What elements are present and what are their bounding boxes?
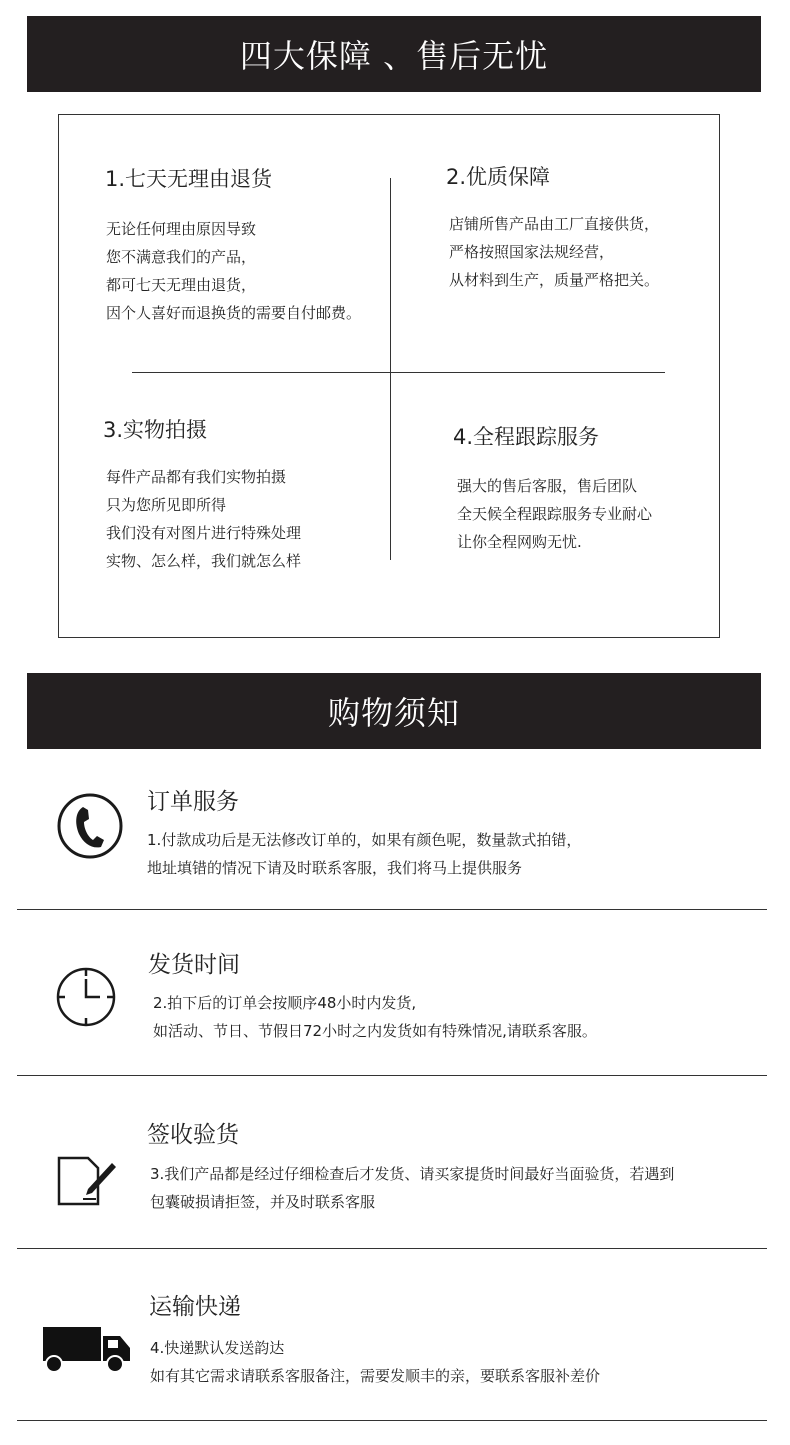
notice-item-title: 运输快递 (149, 1294, 241, 1320)
section-divider (17, 909, 767, 910)
text-line: 无论任何理由原因导致 (106, 220, 257, 238)
guarantee-item-title: 2.优质保障 (446, 165, 551, 189)
text-line: 包囊破损请拒签，并及时联系客服 (150, 1193, 376, 1211)
text-line: 地址填错的情况下请及时联系客服，我们将马上提供服务 (147, 859, 523, 877)
notice-item-text (147, 826, 581, 882)
text-line: 如有其它需求请联系客服备注，需要发顺丰的亲，要联系客服补差价 (150, 1367, 601, 1385)
guarantee-item-title: 4.全程跟踪服务 (453, 425, 600, 449)
text-line: 都可七天无理由退货， (106, 276, 257, 294)
text-line: 让你全程网购无忧. (457, 533, 582, 551)
phone-icon (56, 792, 124, 860)
text-line: 店铺所售产品由工厂直接供货， (449, 215, 660, 233)
guarantee-item-text (449, 210, 659, 294)
guarantee-horizontal-divider (132, 372, 665, 373)
truck-icon (42, 1326, 132, 1374)
section-divider (17, 1248, 767, 1249)
text-line: 严格按照国家法规经营， (449, 243, 615, 261)
guarantee-item-title: 1.七天无理由退货 (105, 167, 273, 191)
guarantee-banner (27, 16, 761, 92)
text-line: 4.快递默认发送韵达 (150, 1339, 285, 1357)
text-line: 从材料到生产，质量严格把关。 (449, 271, 660, 289)
guarantee-vertical-divider (390, 178, 391, 560)
guarantee-item-title: 3.实物拍摄 (103, 418, 208, 442)
text-line: 实物、怎么样，我们就怎么样 (106, 552, 302, 570)
section-divider (17, 1420, 767, 1421)
text-line: 如活动、节日、节假日72小时之内发货如有特殊情况,请联系客服。 (153, 1022, 597, 1040)
notice-item-text (153, 989, 597, 1045)
notice-item-title: 发货时间 (148, 952, 240, 978)
notice-item-text (150, 1160, 674, 1216)
document-edit-icon (56, 1155, 118, 1207)
notice-banner (27, 673, 761, 749)
notice-item-text (150, 1334, 600, 1390)
text-line: 3.我们产品都是经过仔细检查后才发货、请买家提货时间最好当面验货，若遇到 (150, 1165, 675, 1183)
text-line: 只为您所见即所得 (106, 496, 227, 514)
guarantee-item-text (106, 463, 301, 575)
text-line: 每件产品都有我们实物拍摄 (106, 468, 287, 486)
text-line: 全天候全程跟踪服务专业耐心 (457, 505, 653, 523)
section-divider (17, 1075, 767, 1076)
text-line: 强大的售后客服，售后团队 (457, 477, 638, 495)
text-line: 1.付款成功后是无法修改订单的，如果有颜色呢，数量款式拍错， (147, 831, 582, 849)
notice-item-title: 订单服务 (147, 789, 239, 815)
text-line: 因个人喜好而退换货的需要自付邮费。 (106, 304, 362, 322)
text-line: 您不满意我们的产品， (106, 248, 257, 266)
notice-banner-title: 购物须知 (327, 694, 460, 732)
guarantee-item-text (106, 215, 361, 327)
clock-icon (55, 966, 117, 1028)
text-line: 2.拍下后的订单会按顺序48小时内发货, (153, 994, 417, 1012)
notice-item-title: 签收验货 (147, 1122, 239, 1148)
guarantee-banner-title: 四大保障 、售后无忧 (239, 37, 549, 75)
guarantee-item-text (457, 472, 652, 556)
text-line: 我们没有对图片进行特殊处理 (106, 524, 302, 542)
